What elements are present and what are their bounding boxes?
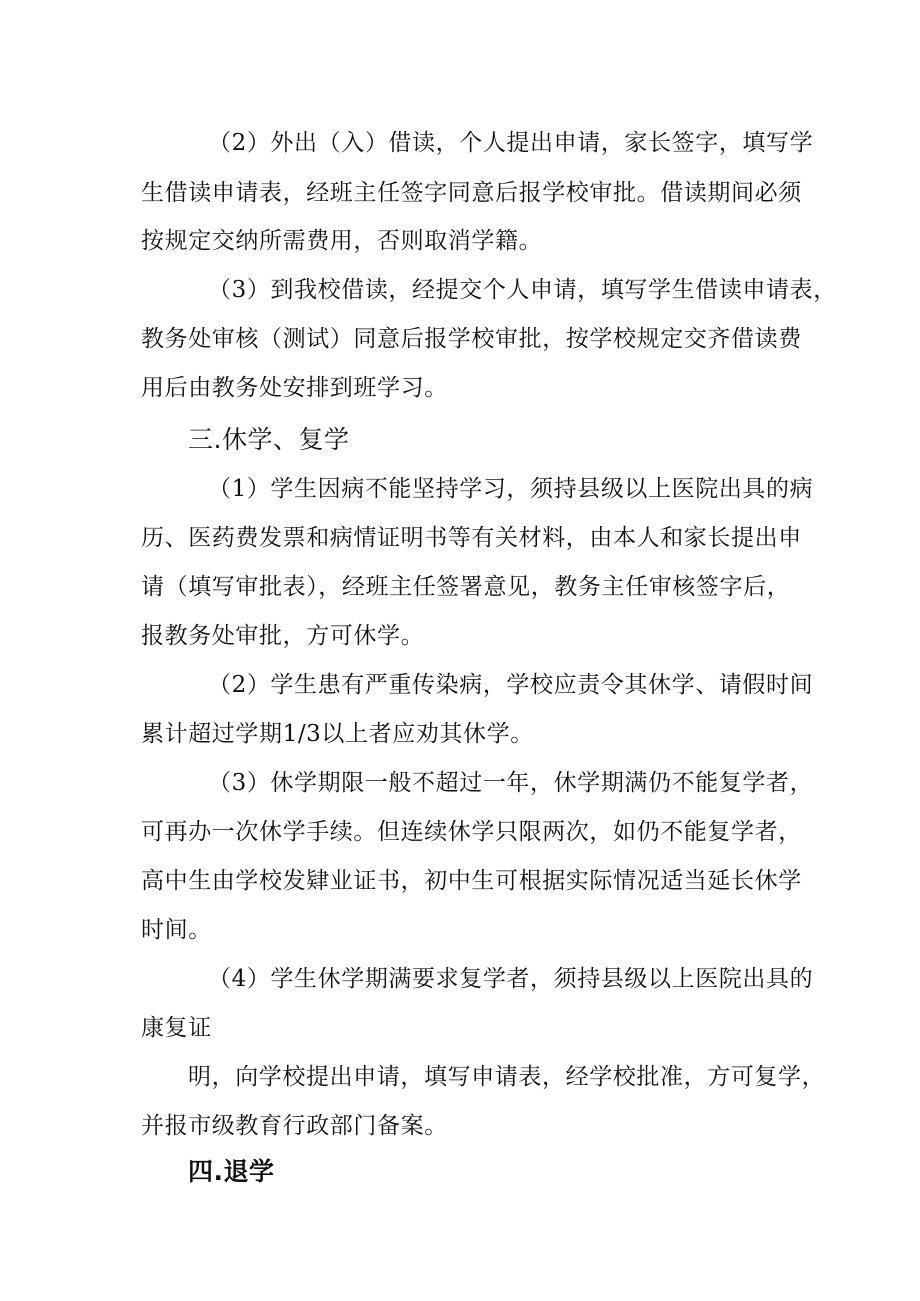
paragraph-line: 可再办一次休学手续。但连续休学只限两次，如仍不能复学者， <box>141 819 802 845</box>
paragraph-line: 康复证 <box>141 1015 212 1041</box>
paragraph-line: 累计超过学期1/3以上者应劝其休学。 <box>141 721 534 747</box>
paragraph-line: 报教务处审批，方可休学。 <box>141 623 425 649</box>
paragraph-line: 历、医药费发票和病情证明书等有关材料，由本人和家长提出申 <box>141 525 802 551</box>
paragraph-line: （2）学生患有严重传染病，学校应责令其休学、请假时间 <box>208 672 814 698</box>
paragraph-line: （3）到我校借读，经提交个人申请，填写学生借读申请表， <box>208 277 837 303</box>
paragraph-line: （2）外出（入）借读，个人提出申请，家长签字，填写学 <box>208 130 814 156</box>
paragraph-line: 时间。 <box>141 917 212 943</box>
paragraph-line: （1）学生因病不能坚持学习，须持县级以上医院出具的病 <box>208 476 814 502</box>
paragraph-line: 用后由教务处安排到班学习。 <box>141 375 448 401</box>
paragraph-line: 请（填写审批表），经班主任签署意见，教务主任审核签字后， <box>141 574 791 600</box>
paragraph-line: 明，向学校提出申请，填写申请表，经学校批准，方可复学， <box>188 1064 826 1090</box>
section-heading-withdrawal: 四.退学 <box>188 1157 275 1186</box>
paragraph-line: 按规定交纳所需费用，否则取消学籍。 <box>141 228 543 254</box>
paragraph-line: 教务处审核（测试）同意后报学校审批，按学校规定交齐借读费 <box>141 326 802 352</box>
paragraph-line: （4）学生休学期满要求复学者，须持县级以上医院出具的 <box>208 966 814 992</box>
paragraph-line: 并报市级教育行政部门备案。 <box>141 1113 448 1139</box>
paragraph-line: （3）休学期限一般不超过一年，休学期满仍不能复学者， <box>208 770 814 796</box>
paragraph-line: 高中生由学校发肄业证书，初中生可根据实际情况适当延长休学 <box>141 868 802 894</box>
section-heading-suspension: 三.休学、复学 <box>188 425 350 454</box>
paragraph-line: 生借读申请表，经班主任签字同意后报学校审批。借读期间必须 <box>141 180 802 206</box>
